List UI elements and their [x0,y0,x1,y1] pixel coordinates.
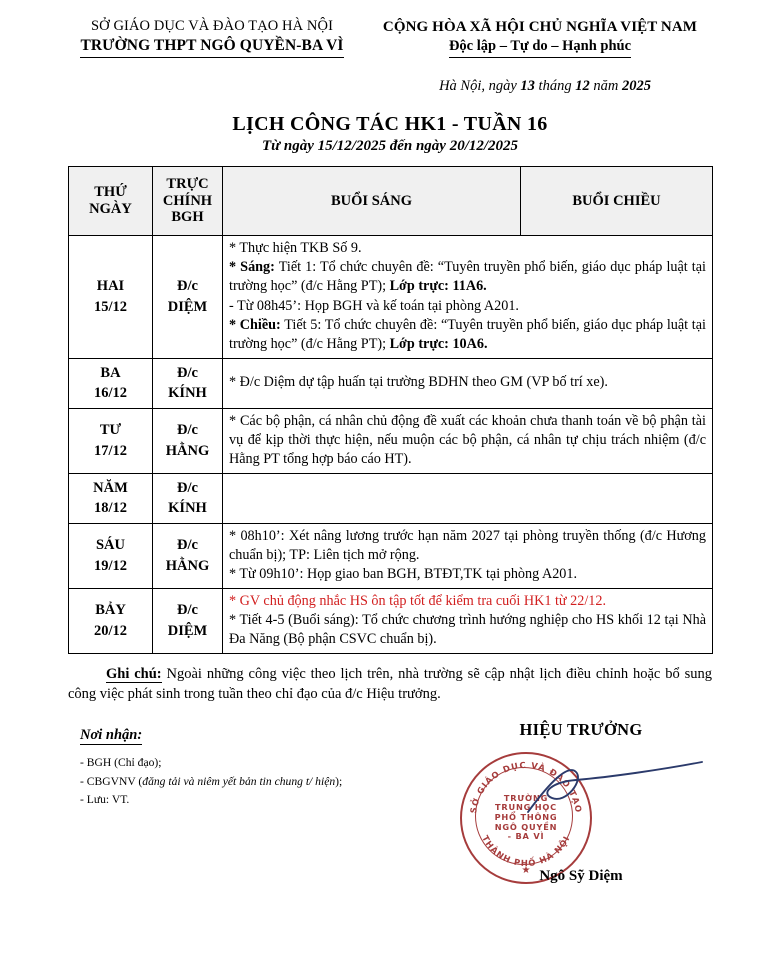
seal-line-4: NGÔ QUYỀN [494,821,558,832]
activity-line [229,412,706,469]
recipient-text: - Lưu: VT. [80,793,130,807]
schedule-table-wrapper [68,166,712,654]
col-header-afternoon: BUỔI CHIỀU [521,166,713,235]
col-header-morning: BUỔI SÁNG [223,166,521,235]
issue-date [0,78,780,95]
activity-text: * Chiều: [229,316,281,333]
table-row [69,235,713,358]
cell-activities [223,358,713,408]
cell-activities [223,408,713,473]
activity-text: * Thực hiện TKB Số 9. [229,239,362,256]
day-name: BA [100,364,121,381]
day-date: 19/12 [93,557,128,574]
seal-arc-top-text: SỞ GIÁO DỤC VÀ ĐÀO TẠO [468,759,584,814]
page-subtitle: Từ ngày 15/12/2025 đến ngày 20/12/2025 [261,137,519,154]
activity-text: * Từ 09h10’: Họp giao ban BGH, BTĐT,TK tại phòng A201. [229,565,578,582]
note-paragraph [68,664,712,704]
table-row [69,358,713,408]
date-mid-2: năm [589,77,622,94]
national-motto: Độc lập – Tự do – Hạnh phúc [449,38,631,58]
day-date: 18/12 [93,500,128,517]
recipient-item [80,773,410,792]
date-month: 12 [575,77,590,94]
cell-bgh-duty [153,523,223,588]
cell-day [69,235,153,358]
document-header [0,0,780,58]
bgh-person: KÍNH [168,385,207,402]
table-row [69,588,713,653]
cell-bgh-duty [153,235,223,358]
day-date: 15/12 [93,298,128,315]
day-date: 17/12 [93,442,128,459]
seal-star-icon: ★ [521,864,531,876]
cell-bgh-duty [153,588,223,653]
school-name: TRƯỜNG THPT NGÔ QUYỀN-BA VÌ [80,37,343,58]
cell-activities [223,588,713,653]
recipient-item [80,754,410,773]
activity-text: * 08h10’: Xét nâng lương trước hạn năm 2027 tại phòng truyền thống (đ/c Hương chuẩn bị); TP: Liên tịch mở rộng. [229,527,706,563]
col-header-bgh-line1: TRỰC [166,175,209,192]
day-name: SÁU [95,537,125,554]
activity-line [229,611,706,649]
issuing-authority [62,18,362,58]
bgh-person: KÍNH [168,500,207,517]
cell-bgh-duty [153,358,223,408]
activity-text: Lớp trực: 10A6. [389,335,488,352]
cell-day [69,523,153,588]
cell-activities [223,523,713,588]
country-name: CỘNG HÒA XÃ HỘI CHỦ NGHĨA VIỆT NAM [382,19,698,35]
activity-text: Tiết 1: Tổ chức chuyên đề: “Tuyên truyền phổ biến, giáo dục pháp luật tại trường học” (đ/c Hằng PT); [229,259,706,295]
table-header-row [69,166,713,235]
bgh-prefix: Đ/c [177,278,198,295]
bgh-person: HẰNG [165,442,210,459]
day-date: 16/12 [93,385,128,402]
cell-bgh-duty [153,408,223,473]
day-name: NĂM [93,479,128,496]
col-header-day [69,166,153,235]
bgh-prefix: Đ/c [177,602,198,619]
cell-activities [223,473,713,523]
col-header-bgh-line3: BGH [171,209,204,226]
day-name: TƯ [99,422,122,439]
bgh-person: DIỆM [167,298,208,315]
bgh-prefix: Đ/c [177,537,198,554]
activity-line [229,527,706,565]
cell-day [69,408,153,473]
activity-text: * Tiết 4-5 (Buổi sáng): Tổ chức chương trình hướng nghiệp cho HS khối 12 tại Nhà Đa Năng (Bộ phận CSVC chuẩn bị). [229,612,706,648]
activity-line [229,565,706,584]
table-row [69,523,713,588]
activity-text: * Sáng: [229,259,275,276]
activity-line [229,592,706,611]
seal-core-text [462,754,590,882]
seal-line-2: TRUNG HỌC [495,802,557,813]
day-date: 20/12 [93,622,128,639]
activity-text: * GV chủ động nhắc HS ôn tập tốt để kiểm tra cuối HK1 từ 22/12. [229,592,607,609]
recipient-text: - CBGVNV ( [80,774,143,788]
signature-block [440,720,740,892]
activity-line [229,258,706,296]
title-block [0,113,780,155]
signature-title: HIỆU TRƯỞNG [519,719,643,739]
table-body [69,235,713,653]
cell-day [69,358,153,408]
signer-name: Ngô Sỹ Diệm [539,867,623,884]
recipient-item [80,791,410,810]
note-label: Ghi chú: [106,665,162,682]
activity-line [229,239,706,258]
cell-activities [223,235,713,358]
activity-text: * Đ/c Diệm dự tập huấn tại trường BDHN theo GM (VP bố trí xe). [229,374,608,391]
date-mid-1: tháng [534,77,576,94]
seal-line-1: TRƯỜNG [503,792,549,803]
recipients-list [80,754,410,810]
seal-arc-bottom-text: THÀNH PHỐ HÀ NỘI [480,833,572,869]
activity-line [229,297,706,316]
table-row [69,408,713,473]
recipient-text: - BGH (Chỉ đạo); [80,755,162,769]
col-header-bgh [153,166,223,235]
signature-area [440,742,740,892]
bgh-person: DIỆM [167,622,208,639]
note-text: Ngoài những công việc theo lịch trên, nhà trường sẽ cập nhật lịch điều chỉnh hoặc bổ sung công việc phát sinh trong tuần theo chỉ đạo của đ/c Hiệu trưởng. [68,665,712,702]
national-heading [362,18,718,58]
recipient-tail: ); [335,774,343,788]
date-day: 13 [520,77,535,94]
activity-line [229,373,706,392]
date-year: 2025 [621,77,651,94]
activity-text: - Từ 08h45’: Họp BGH và kế toán tại phòng A201. [229,297,519,314]
schedule-table [68,166,713,654]
seal-line-3: PHỔ THÔNG [494,812,558,823]
activity-text: Tiết 5: Tổ chức chuyên đề: “Tuyên truyền phổ biến, giáo dục pháp luật tại trường học” (đ/c Hằng PT); [229,316,706,352]
col-header-bgh-line2: CHÍNH [162,192,213,209]
cell-day [69,473,153,523]
table-header [69,166,713,235]
bgh-prefix: Đ/c [177,479,198,496]
official-seal-icon [460,752,592,884]
bgh-prefix: Đ/c [177,364,198,381]
table-row [69,473,713,523]
cell-bgh-duty [153,473,223,523]
recipients-title: Nơi nhận: [80,726,143,743]
activity-text: Lớp trực: 11A6. [389,278,487,295]
col-header-day-line1: THỨ [94,184,127,201]
date-prefix: Hà Nội, ngày [439,77,521,94]
activity-line [229,316,706,354]
day-name: HAI [96,278,125,295]
bgh-prefix: Đ/c [177,422,198,439]
page-title: LỊCH CÔNG TÁC HK1 - TUẦN 16 [232,112,548,135]
recipients-block [80,726,410,810]
col-header-day-line2: NGÀY [89,200,132,217]
document-footer [0,719,780,906]
department-name: SỞ GIÁO DỤC VÀ ĐÀO TẠO HÀ NỘI [90,18,333,34]
bgh-person: HẰNG [165,557,210,574]
activity-text: * Các bộ phận, cá nhân chủ động đề xuất các khoản chưa thanh toán về bộ phận tài vụ để kịp thời thực hiện, nếu muộn các bộ phận, cá nhân tự chịu trách nhiệm (đ/c Hằng PT tổng hợp báo cáo HT). [229,412,706,467]
day-name: BẢY [95,602,126,619]
cell-day [69,588,153,653]
seal-line-5: - BA VÌ [507,831,545,842]
recipient-note: đăng tải và niêm yết bản tin chung t/ hiện [142,774,336,788]
